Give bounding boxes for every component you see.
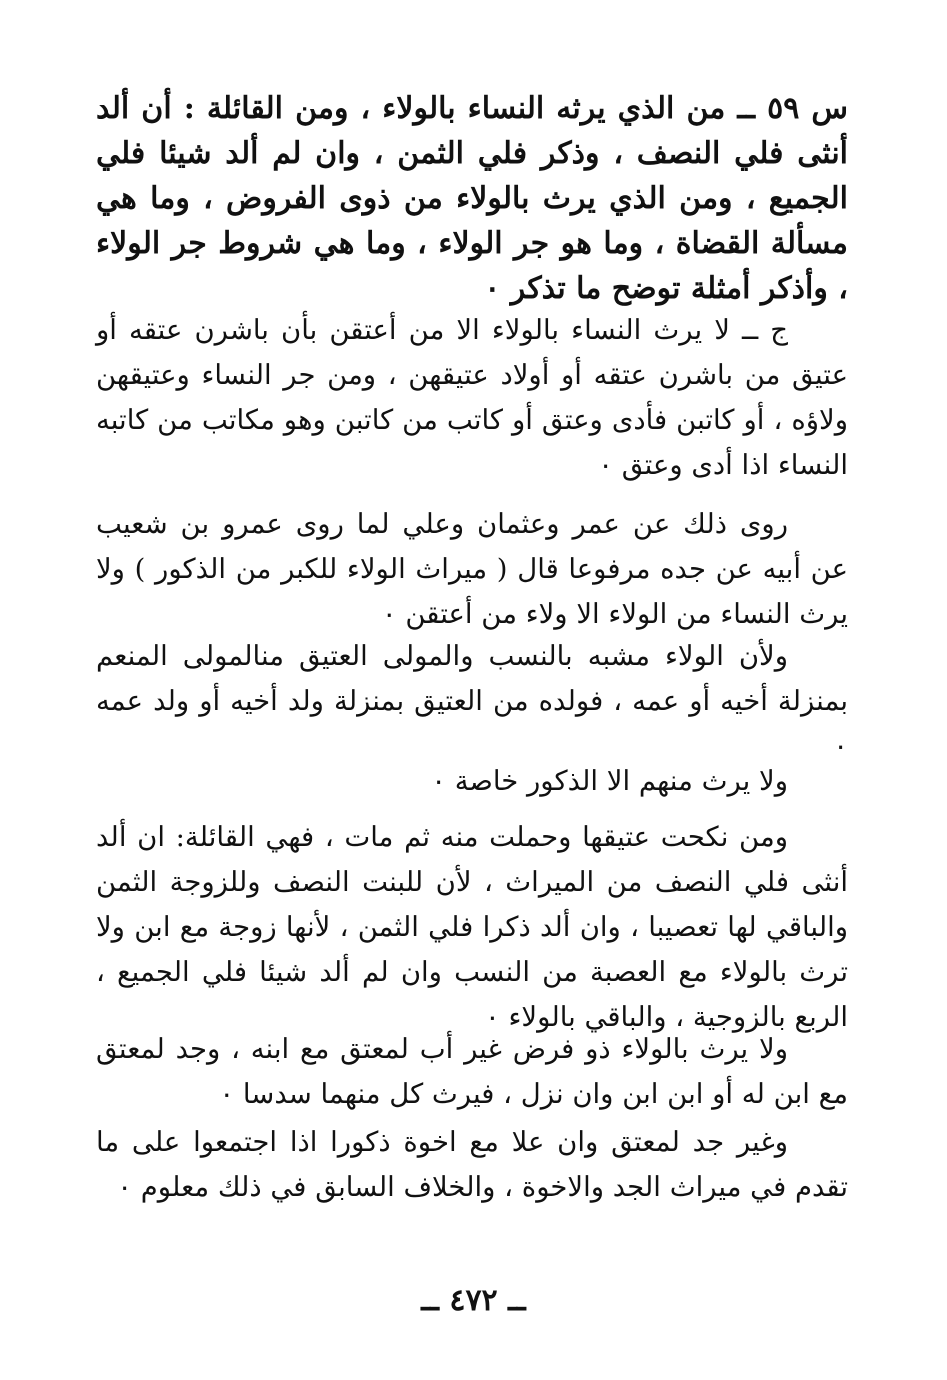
answer-paragraph-1: ج ــ لا يرث النساء بالولاء الا من أعتقن بأن باشرن عتقه أو عتيق من باشرن عتقه أو أولاد عتيقهن ، ومن جر النساء وعتيقهن ولاؤه ، أو كاتبن فأدى وعتق أو كاتب من كاتبن وهو مكاتب من كاتبه النساء اذا أدى وعتق ٠ [96,314,848,481]
answer-paragraph-6: ولا يرث بالولاء ذو فرض غير أب لمعتق مع ابنه ، وجد لمعتق مع ابن له أو ابن ابن وان نزل ، فيرث كل منهما سدسا ٠ [96,1033,848,1110]
answer-paragraph-2: روى ذلك عن عمر وعثمان وعلي لما روى عمرو بن شعيب عن أبيه عن جده مرفوعا قال ( ميراث الولاء للكبر من الذكور ) ولا يرث النساء من الولاء الا ولاء من أعتقن ٠ [96,508,848,630]
question-paragraph: س ٥٩ ــ من الذي يرثه النساء بالولاء ، ومن القائلة : أن ألد أنثى فلي النصف ، وذكر فلي الثمن ، وان لم ألد شيئا فلي الجميع ، ومن الذي يرث بالولاء من ذوى الفروض ، وما هي مسألة القضاة ، وما هو جر الولاء ، وما هي شروط جر الولاء ، وأذكر أمثلة توضح ما تذكر ٠ [96,91,848,306]
page-number: ــ ٤٧٢ ــ [421,1283,526,1318]
answer-paragraph-3: ولأن الولاء مشبه بالنسب والمولى العتيق منالمولى المنعم بمنزلة أخيه أو عمه ، فولده من العتيق بمنزلة ولد أخيه أو ولد عمه ٠ [96,640,848,762]
answer-paragraph-5: ومن نكحت عتيقها وحملت منه ثم مات ، فهي القائلة: ان ألد أنثى فلي النصف من الميراث ، لأن للبنت النصف وللزوجة الثمن والباقي لها تعصيبا ، وان ألد ذكرا فلي الثمن ، لأنها زوجة مع ابن ولا ترث بالولاء مع العصبة من النسب وان لم ألد شيئا فلي الجميع ، الربع بالزوجية ، والباقي بالولاء ٠ [96,821,848,1033]
answer-paragraph-7: وغير جد لمعتق وان علا مع اخوة ذكورا اذا اجتمعوا على ما تقدم في ميراث الجد والاخوة ، والخلاف السابق في ذلك معلوم ٠ [96,1126,848,1203]
answer-paragraph-4: ولا يرث منهم الا الذكور خاصة ٠ [431,765,788,797]
